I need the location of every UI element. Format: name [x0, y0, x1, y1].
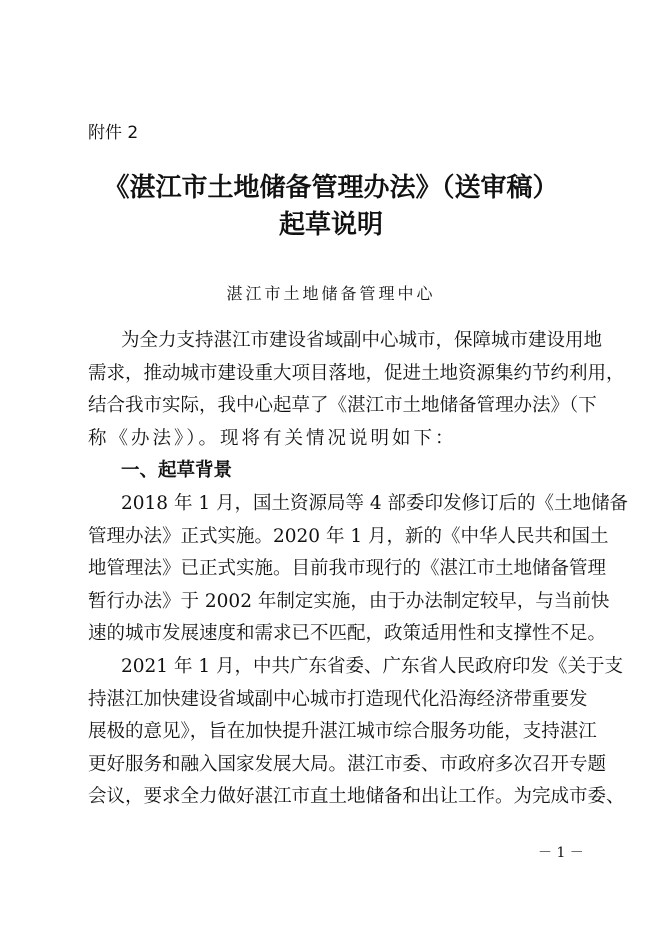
text-line: 会议，要求全力做好湛江市直土地储备和出让工作。为完成市委、: [88, 786, 625, 808]
text-line: 暂行办法》于 2002 年制定实施，由于办法制定较早，与当前快: [88, 590, 610, 612]
document-body: [88, 325, 629, 814]
document-title: 《湛江市土地储备管理办法》（送审稿）: [103, 173, 559, 203]
text-line: 地管理法》已正式实施。目前我市现行的《湛江市土地储备管理: [88, 558, 607, 580]
text-line: 结合我市实际，我中心起草了《湛江市土地储备管理办法》（下: [88, 395, 597, 417]
text-line: 称《办法》）。现将有关情况说明如下：: [88, 427, 457, 449]
text-line: 需求，推动城市建设重大项目落地，促进土地资源集约节约利用，: [88, 362, 625, 384]
text-line: 管理办法》正式实施。2020 年 1 月，新的《中华人民共和国土: [88, 525, 609, 547]
text-line: 2021 年 1 月，中共广东省委、广东省人民政府印发《关于支: [121, 655, 623, 677]
attachment-label: 附件 2: [88, 123, 139, 143]
page-number: － 1 －: [538, 845, 584, 861]
text-line: 更好服务和融入国家发展大局。湛江市委、市政府多次召开专题: [88, 753, 607, 775]
text-line: 展极的意见》，旨在加快提升湛江城市综合服务功能，支持湛江: [88, 721, 597, 743]
text-line: 持湛江加快建设省域副中心城市打造现代化沿海经济带重要发: [88, 688, 588, 710]
section-heading: 一、起草背景: [121, 460, 233, 482]
text-line: 为全力支持湛江市建设省域副中心城市，保障城市建设用地: [121, 330, 603, 351]
text-line: 2018 年 1 月，国土资源局等 4 部委印发修订后的《土地储备: [121, 492, 629, 514]
document-subtitle: 起草说明: [278, 210, 383, 240]
text-line: 速的城市发展速度和需求已不匹配，政策适用性和支撑性不足。: [88, 623, 607, 645]
issuing-organization: 湛江市土地储备管理中心: [226, 284, 436, 303]
